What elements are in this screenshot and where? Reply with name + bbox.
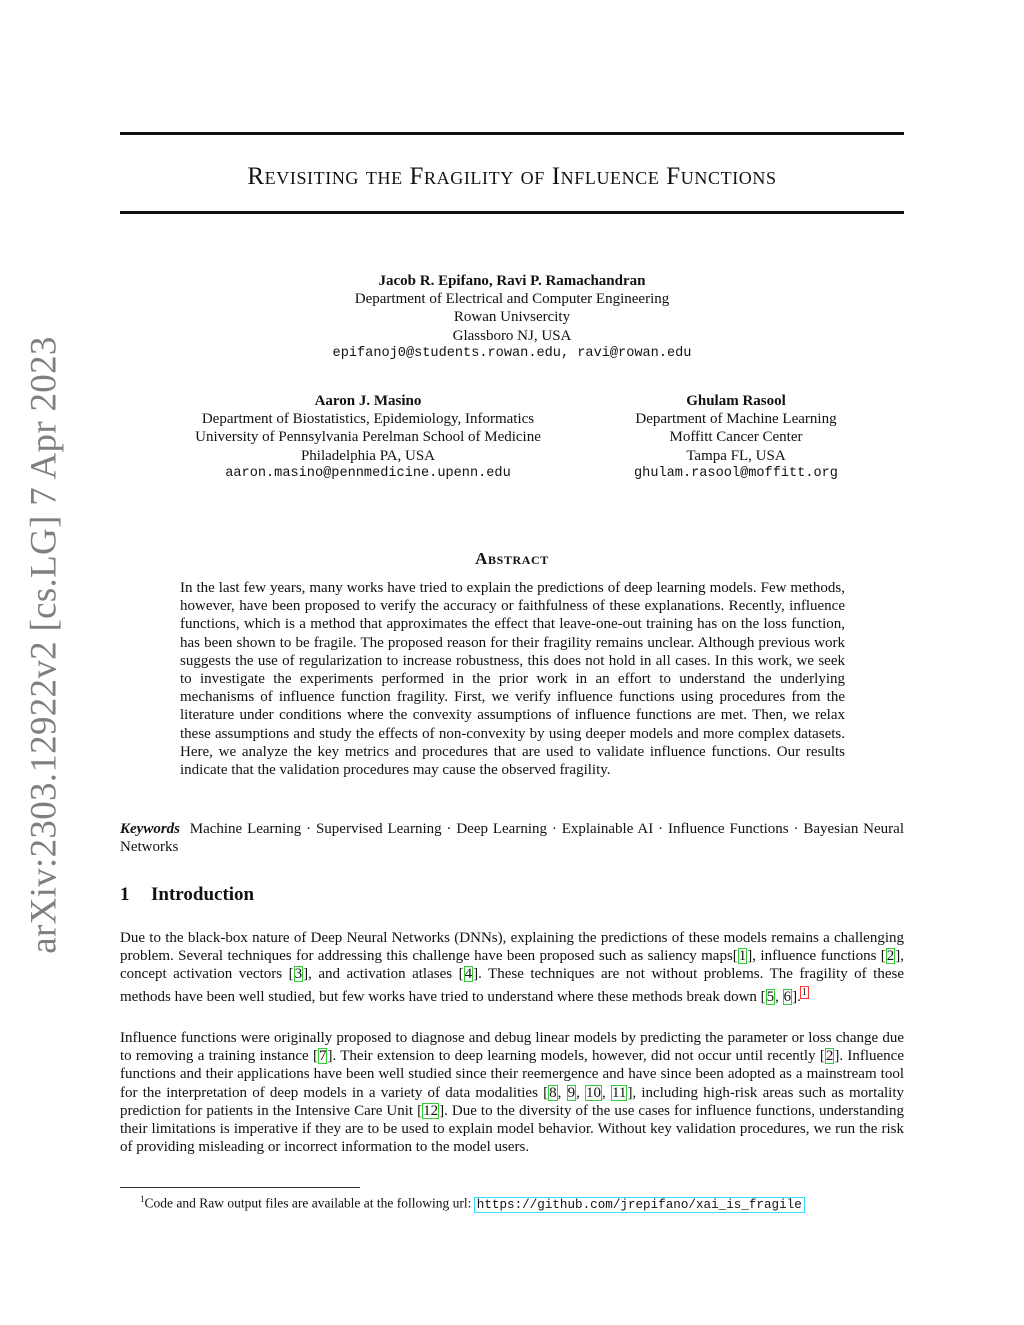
citation-link[interactable]: 2: [886, 948, 895, 965]
title-rule-top: [120, 132, 904, 135]
text-run: ], and activation atlases [: [303, 966, 464, 983]
abstract-heading: Abstract: [475, 549, 549, 568]
abstract-body: In the last few years, many works have tried to explain the predictions of deep learning models. Few methods, however, have been proposed to verify the accuracy or faithfulness of these explanations. Recently, influence functions, which is a method that approximates the effect that leave-one-out training has on the loss function, has been shown to be fragile. The proposed reason for their fragility remains unclear. Although previous work suggests the use of regularization to increase robustness, this does not hold in all cases. In this work, we seek to investigate the experiments performed in the prior work in an effort to understand the underlying mechanisms of influence function fragility. First, we verify influence functions using procedures from the literature under conditions where the convexity assumptions of influence functions are met. Then, we relax these assumptions and study the effects of non-convexity by using deeper models and more complex datasets. Here, we analyze the key metrics and procedures that are used to validate influence functions. Our results indicate that the validation procedures may cause the observed fragility.: [180, 580, 845, 779]
footnote-text: Code and Raw output files are available at the following url:: [144, 1195, 475, 1211]
arxiv-stamp-text: arXiv:2303.12922v2 [cs.LG] 7 Apr 2023: [23, 336, 65, 954]
citation-link[interactable]: 8: [549, 1084, 557, 1101]
text-run: ,: [602, 1084, 611, 1101]
author-block-main: [262, 272, 762, 363]
citation-link[interactable]: 3: [294, 966, 303, 983]
text-run: ]. Influence functions and their applications have been well studied since their reemergence and have since been adopted as a mainstream tool for the interpretation of deep models in a variety of data modalities [: [120, 1048, 904, 1101]
author-email: ghulam.rasool@moffitt.org: [634, 465, 838, 481]
citation-link[interactable]: 11: [611, 1084, 627, 1101]
author-name: Aaron J. Masino: [314, 393, 422, 409]
text-run: ,: [576, 1084, 586, 1101]
citation-link[interactable]: 2: [825, 1048, 834, 1065]
footnote-mark: 1: [140, 1194, 145, 1204]
paper-title: Revisiting the Fragility of Influence Functions: [247, 163, 777, 190]
author-block-right: [596, 392, 876, 483]
text-run: ]. These techniques are not without problems. The fragility of these methods have been well studied, but few works have tried to understand where these methods break down [: [120, 966, 904, 1005]
text-run: ], concept activation vectors [: [120, 948, 905, 983]
author-dept: Department of Biostatistics, Epidemiology, Informatics: [201, 411, 535, 428]
citation-link[interactable]: 1: [738, 948, 747, 965]
text-run: ,: [557, 1084, 567, 1101]
keywords-label: Keywords: [120, 821, 180, 837]
text-run: ], including high-risk areas such as mortality prediction for patients in the Intensive Care Unit [: [120, 1084, 905, 1119]
text-run: ].: [792, 988, 801, 1005]
section-heading-introduction: [120, 884, 254, 906]
paragraph-2: [120, 1029, 904, 1156]
author-email: epifanoj0@students.rowan.edu, ravi@rowan.edu: [332, 345, 692, 361]
citation-link[interactable]: 10: [586, 1084, 602, 1101]
citation-link[interactable]: 7: [318, 1048, 327, 1065]
text-run: ]. Their extension to deep learning models, however, did not occur until recently [: [327, 1048, 825, 1065]
text-run: Due to the black-box nature of Deep Neural Networks (DNNs), explaining the predictions of these models remains a challenging problem. Several techniques for addressing this challenge have been proposed such as saliency maps: [120, 930, 904, 965]
author-dept: Department of Machine Learning: [635, 411, 837, 428]
keywords: [120, 820, 904, 856]
keywords-text: Machine Learning · Supervised Learning · Deep Learning · Explainable AI · Influence Functions · Bayesian Neural Networks: [120, 821, 904, 856]
section-number: 1: [120, 884, 130, 905]
author-institution: Moffitt Cancer Center: [669, 429, 803, 446]
author-location: Philadelphia PA, USA: [300, 447, 436, 464]
footnote: [140, 1191, 904, 1214]
citation-link[interactable]: 12: [423, 1102, 439, 1119]
footnote-url-link[interactable]: https://github.com/jrepifano/xai_is_fragile: [476, 1197, 802, 1212]
text-run: ]. Due to the diversity of the use cases for influence functions, understanding their limitations is imperative if they are to be used to explain model behavior. Without key validation procedures, we run the risk of providing misleading or incorrect information to the model users.: [120, 1102, 904, 1156]
citation-link[interactable]: 4: [464, 966, 473, 983]
author-location: Glassboro NJ, USA: [452, 327, 572, 344]
author-name: Ghulam Rasool: [686, 393, 786, 409]
citation-link[interactable]: 9: [567, 1084, 576, 1101]
author-institution: Rowan Univsercity: [453, 309, 571, 326]
title-rule-bottom: [120, 211, 904, 214]
text-run: ,: [775, 988, 783, 1005]
footnote-rule: [120, 1187, 360, 1188]
author-block-left: [130, 392, 606, 483]
section-title: Introduction: [151, 884, 255, 905]
text-run: Influence functions were originally proposed to diagnose and debug linear models by predicting the parameter or loss change due to removing a training instance [: [120, 1030, 904, 1065]
citation-link[interactable]: 5: [766, 988, 775, 1005]
footnote-marker-link[interactable]: 1: [801, 986, 807, 998]
author-names: Jacob R. Epifano, Ravi P. Ramachandran: [378, 273, 646, 289]
paragraph-1: Due to the black-box nature of Deep Neural Networks (DNNs), explaining the predictions of these models remains a challenging problem. Several techniques for addressing this challenge have been proposed such as saliency maps[1], influence functions [2], concept activation vectors [3], and activation atlases [4]. These techniques are not without problems. The fragility of these methods have been well studied, but few works have tried to understand where these methods break down [5, 6].$^1$: [120, 930, 905, 1005]
author-location: Tampa FL, USA: [686, 447, 786, 464]
author-institution: University of Pennsylvania Perelman School of Medicine: [195, 429, 541, 446]
citation-link[interactable]: 6: [783, 988, 792, 1005]
author-email: aaron.masino@pennmedicine.upenn.edu: [225, 465, 511, 481]
text-run: , influence functions [: [752, 948, 886, 965]
author-dept: Department of Electrical and Computer Engineering: [354, 291, 670, 308]
